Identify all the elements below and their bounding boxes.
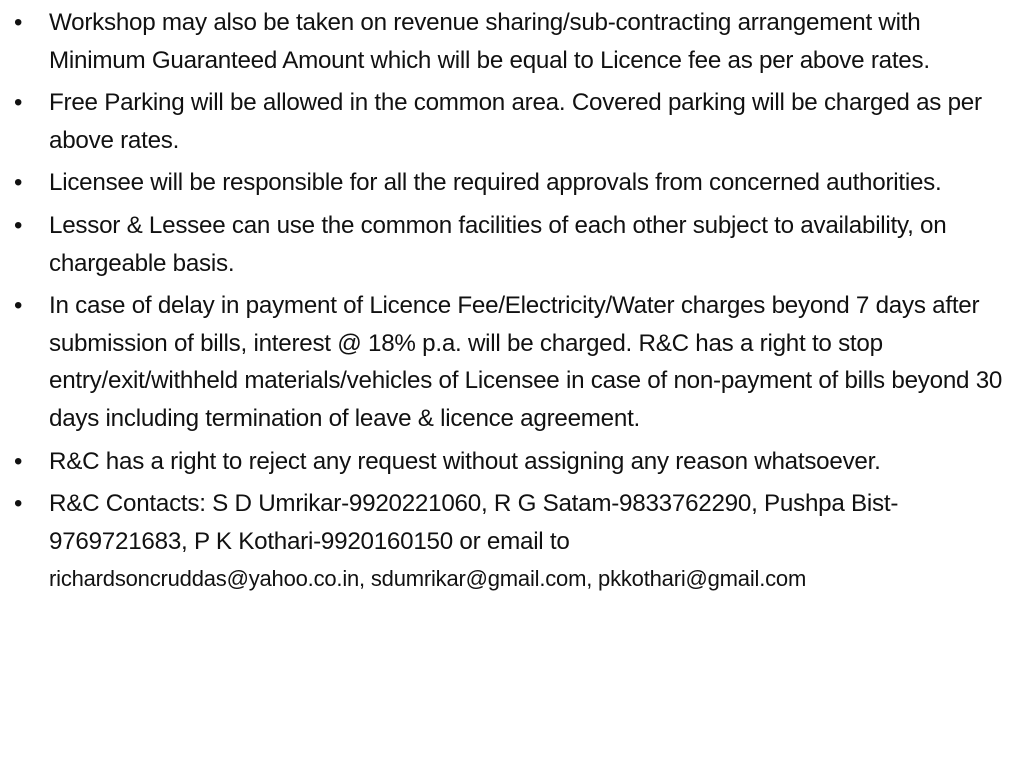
bullet-dot-icon: • <box>14 211 23 239</box>
bullet-item-approvals <box>14 164 1018 202</box>
bullet-list <box>14 4 1018 603</box>
contact-emails: richardsoncruddas@yahoo.co.in, sdumrikar@gmail.com, pkkothari@gmail.com <box>49 566 807 592</box>
bullet-item-parking <box>14 84 1018 159</box>
bullet-dot-icon: • <box>14 490 23 518</box>
bullet-text: Workshop may also be taken on revenue sharing/sub-contracting arrangement with Minimum Guaranteed Amount which will be equal to Licence fee as per above rates. <box>49 9 930 74</box>
bullet-text: Free Parking will be allowed in the common area. Covered parking will be charged as per above rates. <box>49 89 982 154</box>
bullet-dot-icon: • <box>14 169 23 197</box>
bullet-item-payment-delay <box>14 287 1018 437</box>
bullet-item-workshop <box>14 4 1018 79</box>
bullet-dot-icon: • <box>14 89 23 117</box>
bullet-text: R&C Contacts: S D Umrikar-9920221060, R G Satam-9833762290, Pushpa Bist-9769721683, P K Kothari-9920160150 or email to <box>49 490 899 555</box>
bullet-dot-icon: • <box>14 9 23 36</box>
bullet-text: Lessor & Lessee can use the common facilities of each other subject to availability, on chargeable basis. <box>49 211 947 277</box>
bullet-dot-icon: • <box>14 447 23 475</box>
bullet-text: Licensee will be responsible for all the required approvals from concerned authorities. <box>49 169 942 197</box>
bullet-item-reject-request <box>14 443 1018 481</box>
bullet-dot-icon: • <box>14 292 23 320</box>
bullet-text: R&C has a right to reject any request without assigning any reason whatsoever. <box>49 447 881 475</box>
bullet-item-common-facilities <box>14 207 1018 282</box>
bullet-item-contacts <box>14 485 1018 598</box>
bullet-text: In case of delay in payment of Licence Fee/Electricity/Water charges beyond 7 days after submission of bills, interest @ 18% p.a. will be charged. R&C has a right to stop entry/exit/withheld materials/vehicles of Licensee in case of non-payment of bills beyond 30 days including termination of leave & licence agreement. <box>49 292 1003 432</box>
